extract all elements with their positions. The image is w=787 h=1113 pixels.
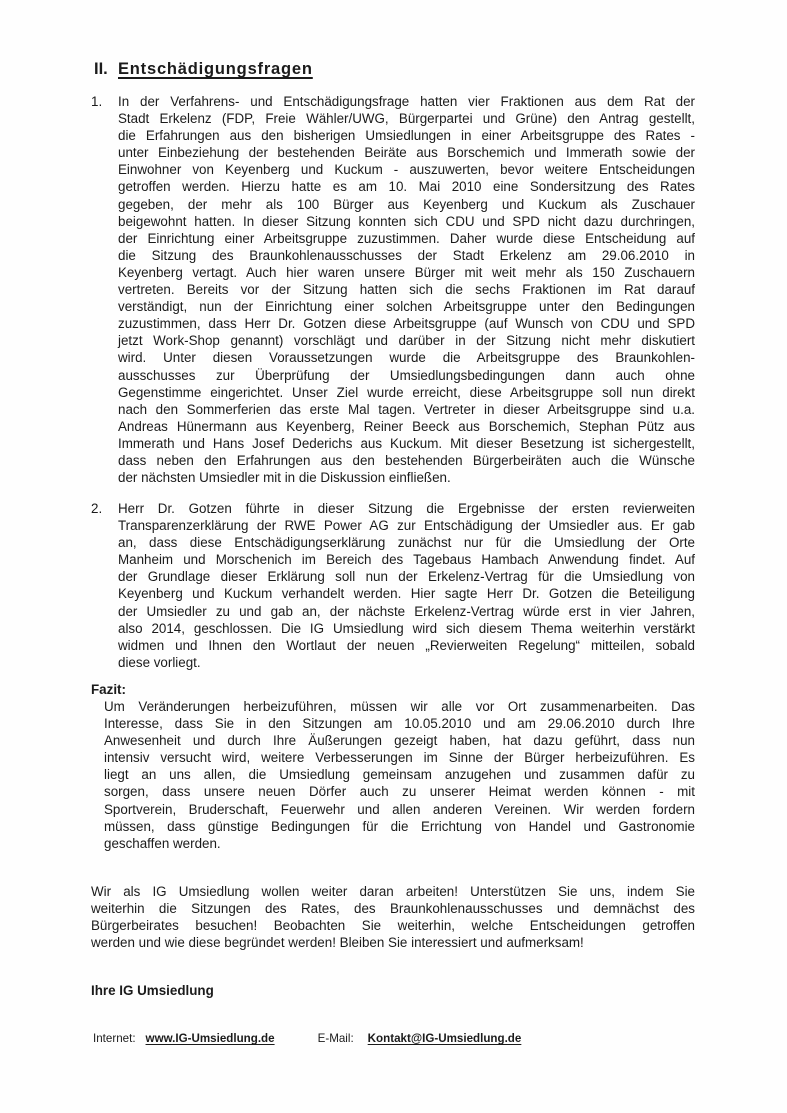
internet-link[interactable]: www.IG-Umsiedlung.de [145,1032,275,1045]
fazit-paragraph [104,698,695,852]
text-line: Herr Dr. Gotzen führte in dieser Sitzung die Ergebnisse der ersten revierweiten [118,501,695,516]
text-line: sorgen, dass unsere neuen Dörfer auch zu unserer Heimat werden können - mit [104,784,695,800]
text-line: Immerath und Hans Josef Dederichs aus Kuckum. Mit dieser Besetzung ist sichergestellt, [118,435,695,451]
closing-paragraph [91,883,695,951]
text-line: liegt an uns allen, die Umsiedlung gemeinsam anzugehen und zusammen dafür zu [104,767,695,783]
internet-label: Internet: [93,1032,136,1045]
text-line: Einwohner von Keyenberg und Kuckum - auszuwerten, bevor weitere Entscheidungen [118,162,695,178]
footer [93,1032,521,1045]
text-line: unter Einbeziehung der bestehenden Beiräte aus Borschemich und Immerath sowie der [118,145,695,161]
email-label: E-Mail: [317,1032,354,1045]
text-line: müssen, dass günstige Bedingungen für die Errichtung von Handel und Gastronomie [104,818,695,834]
text-line: dass neben den Erfahrungen aus den bestehenden Bürgerbeiräten auch die Wünsche [118,452,695,468]
text-line: weiterhin die Sitzungen des Rates, des Braunkohlenausschusses und demnächst des [91,901,695,917]
section-numeral: II. [94,60,108,78]
text-line: Anwesenheit und durch Ihre Äußerungen gezeigt haben, hat dazu geführt, dass nun [104,733,695,749]
text-line: geschaffen werden. [104,835,221,851]
text-line: Andreas Hünermann aus Keyenberg, Reiner Beeck aus Borschemich, Stephan Pütz aus [118,418,695,434]
text-line: werden und wie diese begründet werden! Bleiben Sie interessiert und aufmerksam! [91,935,584,951]
text-line: der nächsten Umsiedler mit in die Diskussion einfließen. [118,470,451,486]
text-line: an, dass diese Entschädigungserklärung zunächst nur für die Umsiedlung der Orte [118,535,695,551]
text-line: Keyenberg vertagt. Auch hier waren unsere Bürger mit weit mehr als 150 Zuschauern [118,264,695,280]
text-line: In der Verfahrens- und Entschädigungsfrage hatten vier Fraktionen aus dem Rat der [118,94,695,109]
text-line: Bürgerbeirates besuchen! Beobachten Sie weiterhin, welche Entscheidungen getroffen [91,918,695,934]
text-line: jetzt Work-Shop genannt) vorschlägt und darüber in der Sitzung nicht mehr diskutiert [118,333,695,349]
text-line: Sportverein, Bruderschaft, Feuerwehr und allen anderen Vereinen. Wir werden fordern [104,801,695,817]
list-item-2 [91,500,695,671]
section-heading [94,60,313,79]
text-line: Keyenberg und Kuckum verhandelt werden. Hier sagte Herr Dr. Gotzen die Beteiligung [118,586,695,602]
text-line: Interesse, dass Sie in den Sitzungen am 10.05.2010 und am 29.06.2010 durch Ihre [104,716,695,732]
list-item-1 [91,93,695,486]
text-line: Transparenzerklärung der RWE Power AG zur Entschädigung der Umsiedler aus. Er gab [118,518,695,534]
text-line: widmen und Ihnen den Wortlaut der neuen „Revierweiten Regelung“ mitteilen, sobald [118,637,695,653]
text-line: nach den Sommerferien das erste Mal tagen. Vertreter in dieser Arbeitsgruppe sind u.a. [118,401,695,417]
text-line: vertreten. Bereits vor der Sitzung hatten sich die sechs Fraktionen im Rat darauf [118,282,695,298]
text-line: der Grundlage dieser Erklärung soll nun der Erkelenz-Vertrag für die Umsiedlung von [118,569,695,585]
text-line: getroffen werden. Hierzu hatte es am 10. Mai 2010 eine Sondersitzung des Rates [118,179,695,195]
text-line: die Erfahrungen aus den bisherigen Umsiedlungen in einer Arbeitsgruppe des Rates - [118,128,695,144]
signature: Ihre IG Umsiedlung [91,983,214,998]
text-line: wird. Unter diesen Voraussetzungen wurde die Arbeitsgruppe des Braunkohlen- [118,350,695,366]
text-line: Wir als IG Umsiedlung wollen weiter daran arbeiten! Unterstützen Sie uns, indem Sie [91,884,695,899]
list-item-number: 2. [91,501,103,516]
paragraph-2 [118,500,695,671]
text-line: gegeben, der mehr als 100 Bürger aus Keyenberg und Kuckum als Zuschauer [118,196,695,212]
text-line: also 2014, geschlossen. Die IG Umsiedlung wird sich diesem Thema weiterhin verstärkt [118,620,695,636]
text-line: zuzustimmen, dass Herr Dr. Gotzen diese Arbeitsgruppe (auf Wunsch von CDU und SPD [118,316,695,332]
text-line: Manheim und Morschenich im Bereich des Tagebaus Hambach Anwendung findet. Auf [118,552,695,568]
text-line: intensiv versucht wird, weitere Verbesserungen im Sinne der Bürger herbeizuführen. Es [104,750,695,766]
fazit-heading: Fazit: [91,682,126,697]
text-line: der Umsiedler zu und gab an, der nächste Erkelenz-Vertrag würde erst in vier Jahren, [118,603,695,619]
text-line: beigewohnt hatten. In dieser Sitzung konnten sich CDU und SPD nicht dazu durchringen, [118,213,695,229]
paragraph-1 [118,93,695,486]
list-item-number: 1. [91,94,103,109]
email-link[interactable]: Kontakt@IG-Umsiedlung.de [367,1032,522,1045]
text-line: verständigt, nun der Einrichtung einer solchen Arbeitsgruppe unter den Bedingungen [118,299,695,315]
text-line: der Einrichtung einer Arbeitsgruppe zuzustimmen. Daher wurde diese Entscheidung auf [118,230,695,246]
text-line: Um Veränderungen herbeizuführen, müssen wir alle vor Ort zusammenarbeiten. Das [104,699,695,714]
text-line: ausschusses zur Überprüfung der Umsiedlungsbedingungen dann auch ohne [118,367,695,383]
text-line: diese vorliegt. [118,654,201,670]
section-title: Entschädigungsfragen [118,60,313,78]
text-line: Gegenstimme eingerichtet. Unser Ziel wurde erreicht, diese Arbeitsgruppe soll nun direkt [118,384,695,400]
text-line: Stadt Erkelenz (FDP, Freie Wähler/UWG, Bürgerpartei und Grüne) den Antrag gestellt, [118,111,695,127]
text-line: die Sitzung des Braunkohlenausschusses der Stadt Erkelenz am 29.06.2010 in [118,247,695,263]
